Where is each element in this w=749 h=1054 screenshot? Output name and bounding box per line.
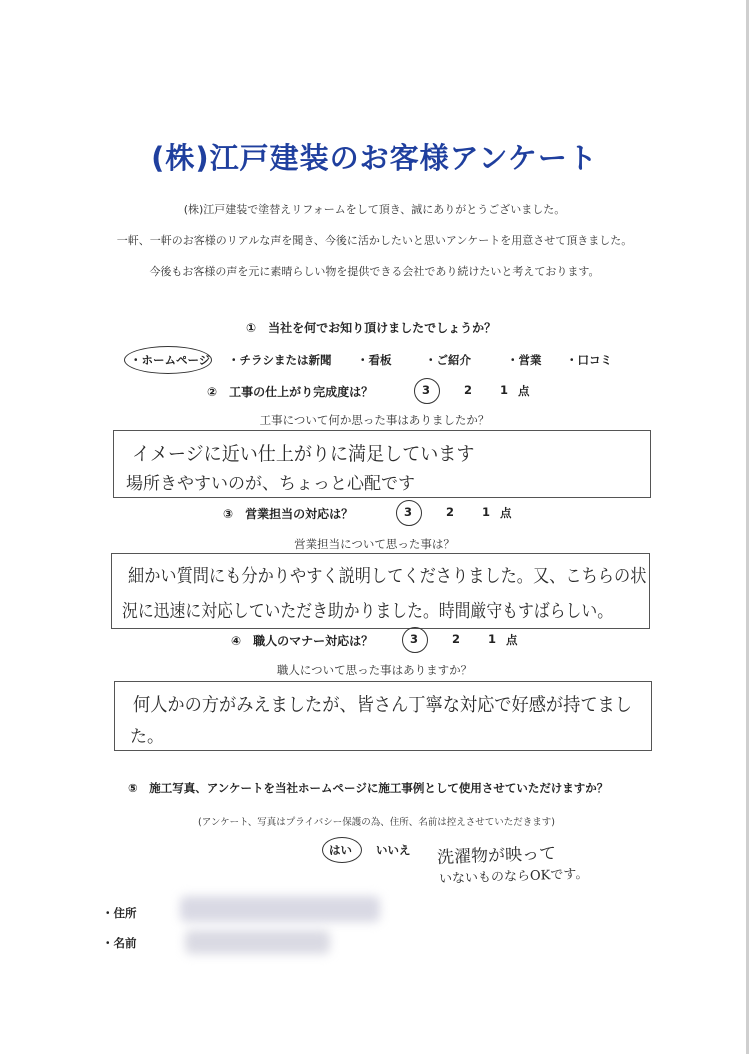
intro-line-1: (株)江戸建装で塗替えリフォームをして頂き、誠にありがとうございました。 <box>183 203 566 216</box>
score-2: 2 <box>446 505 455 519</box>
score-1: 1 <box>500 383 509 397</box>
comment-4-line-1: 何人かの方がみえましたが、皆さん丁寧な対応で好感が持てまし <box>133 695 632 716</box>
score-2: 2 <box>464 383 473 397</box>
score-1: 1 <box>488 632 497 646</box>
question-5-label: ⑤ 施工写真、アンケートを当社ホームページに施工事例として使用させていただけますか？ <box>128 781 609 795</box>
question-2-label: ② 工事の仕上がり完成度は？ <box>207 385 374 399</box>
option-referral: ・ご紹介 <box>425 353 471 367</box>
score-3: 3 <box>422 383 431 397</box>
score-1: 1 <box>482 505 491 519</box>
answer-yes: はい <box>329 843 352 857</box>
score-unit: 点 <box>506 633 518 647</box>
score-unit: 点 <box>518 384 530 398</box>
comment-2-line-2: 場所きやすいのが、ちょっと心配です <box>126 474 415 494</box>
option-sales: ・営業 <box>507 353 542 367</box>
question-4-label: ④ 職人のマナー対応は？ <box>231 634 374 648</box>
privacy-note: (アンケート、写真はプライバシー保護の為、住所、名前は控えさせていただきます) <box>198 817 556 828</box>
comment-2-line-1: イメージに近い仕上がりに満足しています <box>132 443 475 465</box>
option-signboard: ・看板 <box>357 353 392 367</box>
option-word-of-mouth: ・口コミ <box>566 353 612 367</box>
comment-3-line-1: 細かい質問にも分かりやすく説明してくださりました。又、こちらの状 <box>128 566 647 587</box>
comment-4-line-2: た。 <box>130 727 164 747</box>
option-flyer-newspaper: ・チラシまたは新聞 <box>228 353 332 367</box>
answer-no: いいえ <box>376 843 411 857</box>
question-1-label: ① 当社を何でお知り頂けましたでしょうか？ <box>246 321 497 335</box>
score-2: 2 <box>452 632 461 646</box>
comment-3-line-2: 況に迅速に対応していただき助かりました。時間厳守もすばらしい。 <box>122 601 614 622</box>
option-homepage: ・ホームページ <box>130 353 211 367</box>
question-3-label: ③ 営業担当の対応は？ <box>223 507 354 521</box>
page-title: (株)江戸建装のお客様アンケート <box>151 141 598 175</box>
name-redacted <box>185 930 330 954</box>
address-label: ・住所 <box>102 906 137 920</box>
handwritten-note-line-1: 洗濯物が映って <box>436 843 557 868</box>
handwritten-note-line-2: いないものならOKです。 <box>438 866 589 887</box>
score-unit: 点 <box>500 506 512 520</box>
comment-2-label: 工事について何か思った事はありましたか？ <box>259 413 490 427</box>
name-label: ・名前 <box>102 936 137 950</box>
score-3: 3 <box>404 505 413 519</box>
address-redacted <box>180 896 380 922</box>
comment-3-label: 営業担当について思った事は？ <box>294 537 455 551</box>
score-3: 3 <box>410 632 419 646</box>
intro-line-3: 今後もお客様の声を元に素晴らしい物を提供できる会社であり続けたいと考えております。 <box>149 265 600 278</box>
comment-4-label: 職人について思った事はありますか？ <box>276 663 473 677</box>
intro-line-2: 一軒、一軒のお客様のリアルな声を聞き、今後に活かしたいと思いアンケートを用意させて頂きました。 <box>116 234 633 247</box>
